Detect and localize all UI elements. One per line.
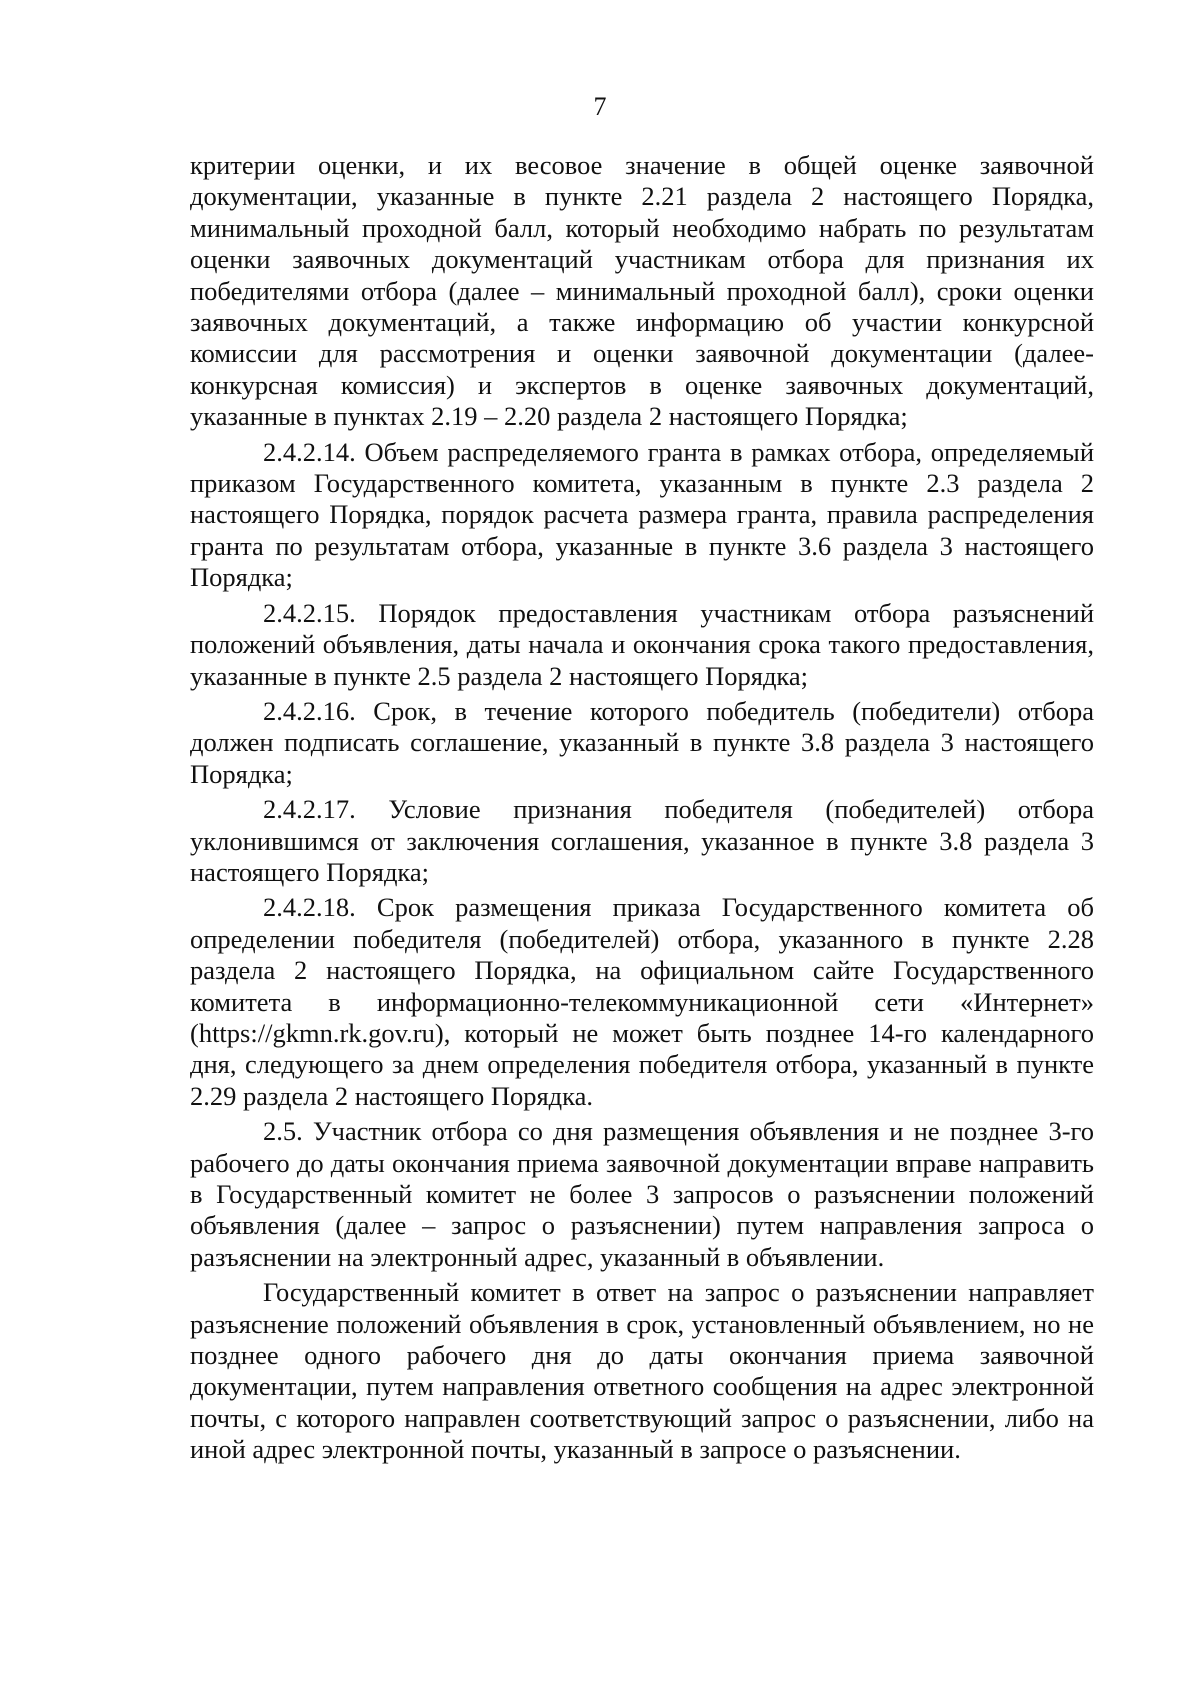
document-body — [190, 150, 1094, 1466]
page-number: 7 — [593, 92, 607, 121]
paragraph-2-4-2-18: 2.4.2.18. Срок размещения приказа Государственного комитета об определении победителя (победителей) отбора, указанного в пункте 2.28 раздела 2 настоящего Порядка, на официальном сайте Государственного комитета в информационно-телекоммуникационной сети «Интернет» (https://gkmn.rk.gov.ru), который не может быть позднее 14-го календарного дня, следующего за днем определения победителя отбора, указанный в пункте 2.29 раздела 2 настоящего Порядка. — [190, 892, 1094, 1111]
paragraph-committee-response: Государственный комитет в ответ на запрос о разъяснении направляет разъяснение положений объявления в срок, установленный объявлением, но не позднее одного рабочего дня до даты окончания приема заявочной документации, путем направления ответного сообщения на адрес электронной почты, с которого направлен соответствующий запрос о разъяснении, либо на иной адрес электронной почты, указанный в запросе о разъяснении. — [190, 1277, 1094, 1465]
paragraph-2-4-2-15: 2.4.2.15. Порядок предоставления участникам отбора разъяснений положений объявления, даты начала и окончания срока такого предоставления, указанные в пункте 2.5 раздела 2 настоящего Порядка; — [190, 597, 1094, 691]
paragraph-2-5: 2.5. Участник отбора со дня размещения объявления и не позднее 3-го рабочего до даты окончания приема заявочной документации вправе направить в Государственный комитет не более 3 запросов о разъяснении положений объявления (далее – запрос о разъяснении) путем направления запроса о разъяснении на электронный адрес, указанный в объявлении. — [190, 1116, 1094, 1272]
paragraph-criteria-continuation: критерии оценки, и их весовое значение в общей оценке заявочной документации, указанные в пункте 2.21 раздела 2 настоящего Порядка, минимальный проходной балл, который необходимо набрать по результатам оценки заявочных документаций участникам отбора для признания их победителями отбора (далее – минимальный проходной балл), сроки оценки заявочных документаций, а также информацию об участии конкурсной комиссии для рассмотрения и оценки заявочной документации (далее-конкурсная комиссия) и экспертов в оценке заявочных документаций, указанные в пунктах 2.19 – 2.20 раздела 2 настоящего Порядка; — [190, 150, 1094, 432]
paragraph-2-4-2-16: 2.4.2.16. Срок, в течение которого победитель (победители) отбора должен подписать соглашение, указанный в пункте 3.8 раздела 3 настоящего Порядка; — [190, 695, 1094, 789]
paragraph-2-4-2-14: 2.4.2.14. Объем распределяемого гранта в рамках отбора, определяемый приказом Государственного комитета, указанным в пункте 2.3 раздела 2 настоящего Порядка, порядок расчета размера гранта, правила распределения гранта по результатам отбора, указанные в пункте 3.6 раздела 3 настоящего Порядка; — [190, 436, 1094, 593]
paragraph-2-4-2-17: 2.4.2.17. Условие признания победителя (победителей) отбора уклонившимся от заключения соглашения, указанное в пункте 3.8 раздела 3 настоящего Порядка; — [190, 794, 1094, 887]
